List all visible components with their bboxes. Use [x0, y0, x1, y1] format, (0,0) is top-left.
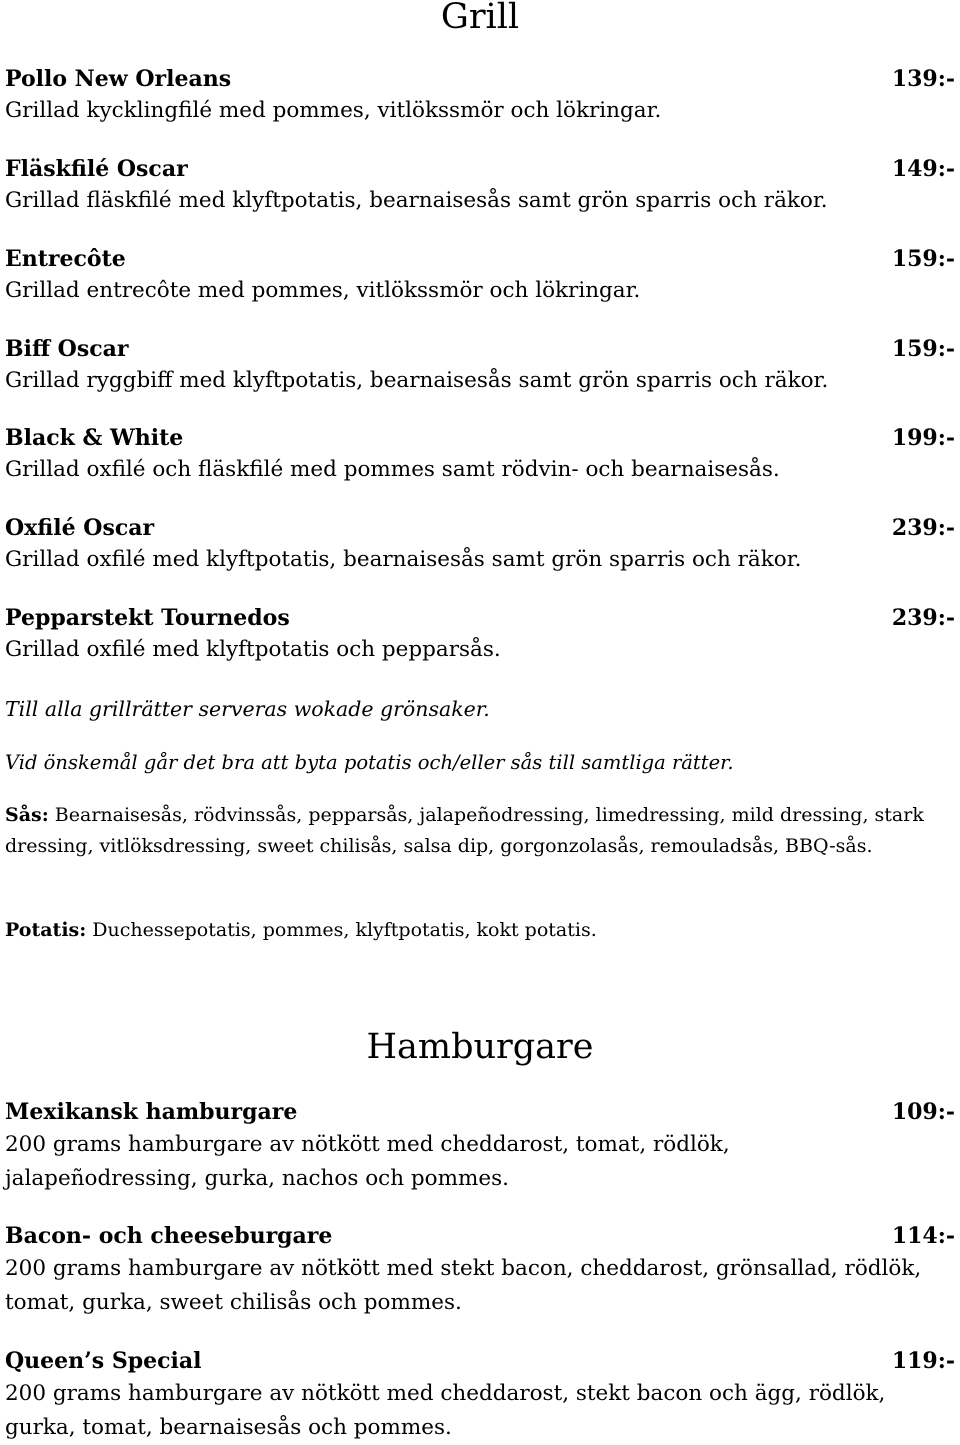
item-price: 109:- [891, 1099, 955, 1125]
sauces-list: Bearnaisesås, rödvinssås, pepparsås, jalapeñodressing, limedressing, mild dressing, stark dressing, vitlöksdressing, sweet chilisås, salsa dip, gorgonzolasås, remouladsås, BBQ-sås. [5, 804, 924, 857]
item-name: Pollo New Orleans [5, 66, 232, 92]
item-name: Fläskfilé Oscar [5, 156, 188, 182]
item-description: Grillad oxfilé med klyftpotatis, bearnaisesås samt grön sparris och räkor. [5, 547, 802, 572]
item-name: Mexikansk hamburgare [5, 1099, 298, 1125]
item-price: 139:- [891, 66, 955, 92]
item-name: Black & White [5, 425, 184, 451]
menu-item [5, 422, 955, 486]
item-price: 149:- [891, 156, 955, 182]
grill-section-title: Grill [440, 0, 520, 37]
menu-item [5, 333, 955, 397]
item-description: Grillad oxfilé och fläskfilé med pommes samt rödvin- och bearnaisesås. [5, 457, 780, 482]
item-description: Grillad entrecôte med pommes, vitlökssmör och lökringar. [5, 278, 641, 303]
sauces-label: Sås: [5, 804, 49, 826]
item-price: 119:- [891, 1348, 955, 1374]
menu-item [5, 602, 955, 666]
item-price: 239:- [891, 605, 955, 631]
item-price: 239:- [891, 515, 955, 541]
item-name: Queen’s Special [5, 1348, 202, 1374]
sauces-paragraph [5, 800, 935, 862]
grill-side-note: Till alla grillrätter serveras wokade grönsaker. [5, 697, 490, 721]
item-description: Grillad oxfilé med klyftpotatis och pepparsås. [5, 637, 501, 662]
item-name: Bacon- och cheeseburgare [5, 1223, 333, 1249]
menu-item [5, 63, 955, 127]
item-description: 200 grams hamburgare av nötkött med cheddarost, tomat, rödlök, jalapeñodressing, gurka, nachos och pommes. [5, 1132, 730, 1191]
menu-item [5, 1220, 955, 1320]
item-price: 159:- [891, 246, 955, 272]
item-description: 200 grams hamburgare av nötkött med stekt bacon, cheddarost, grönsallad, rödlök, tomat, gurka, sweet chilisås och pommes. [5, 1256, 922, 1315]
burgers-section-title: Hamburgare [366, 1027, 594, 1067]
item-description: 200 grams hamburgare av nötkött med cheddarost, stekt bacon och ägg, rödlök, gurka, tomat, bearnaisesås och pommes. [5, 1381, 886, 1440]
item-description: Grillad ryggbiff med klyftpotatis, bearnaisesås samt grön sparris och räkor. [5, 368, 829, 393]
menu-item [5, 512, 955, 576]
substitution-note: Vid önskemål går det bra att byta potatis och/eller sås till samtliga rätter. [5, 751, 734, 774]
potatoes-label: Potatis: [5, 919, 87, 941]
item-name: Pepparstekt Tournedos [5, 605, 290, 631]
item-name: Biff Oscar [5, 336, 129, 362]
potatoes-paragraph [5, 915, 955, 946]
item-price: 159:- [891, 336, 955, 362]
menu-item [5, 1096, 955, 1196]
item-price: 114:- [891, 1223, 955, 1249]
menu-item [5, 243, 955, 307]
menu-item [5, 153, 955, 217]
item-price: 199:- [891, 425, 955, 451]
item-name: Entrecôte [5, 246, 126, 272]
item-description: Grillad kycklingfilé med pommes, vitlökssmör och lökringar. [5, 98, 662, 123]
item-description: Grillad fläskfilé med klyftpotatis, bearnaisesås samt grön sparris och räkor. [5, 188, 828, 213]
potatoes-list: Duchessepotatis, pommes, klyftpotatis, kokt potatis. [86, 919, 597, 941]
item-name: Oxfilé Oscar [5, 515, 155, 541]
menu-item [5, 1345, 955, 1445]
